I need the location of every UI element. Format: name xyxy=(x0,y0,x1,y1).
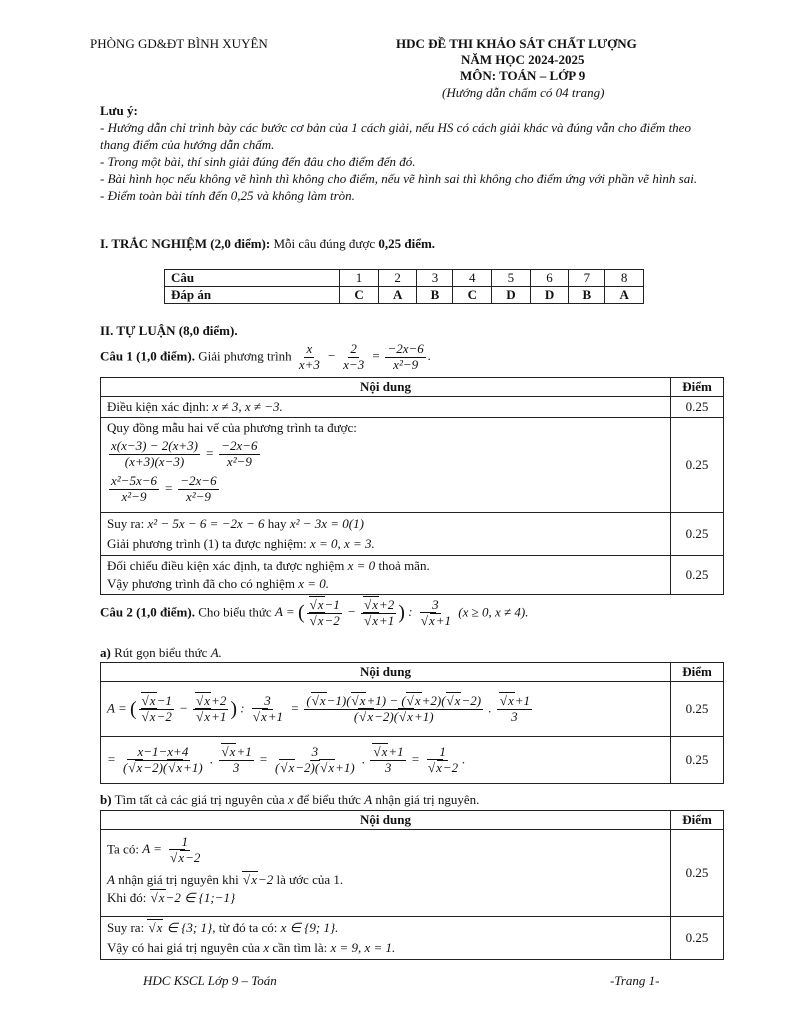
note-item: - Điểm toàn bài tính đến 0,25 và không làm tròn. xyxy=(100,188,355,203)
answer-letter: B xyxy=(569,287,605,304)
score-cell: 0.25 xyxy=(671,556,724,595)
header-note: (Hướng dẫn chấm có 04 trang) xyxy=(442,85,605,100)
question-number: 1 xyxy=(340,270,379,287)
header-title: HDC ĐỀ THI KHẢO SÁT CHẤT LƯỢNG xyxy=(396,36,637,51)
header-year: NĂM HỌC 2024-2025 xyxy=(461,52,585,67)
q2b-table xyxy=(100,810,724,960)
score-cell: 0.25 xyxy=(671,830,724,917)
notes-title: Lưu ý: xyxy=(100,103,138,118)
q1-prompt xyxy=(100,342,431,373)
section2-heading: II. TỰ LUẬN (8,0 điểm). xyxy=(100,323,238,338)
question-number: 3 xyxy=(417,270,453,287)
q2-text: Cho biểu thức xyxy=(198,604,272,620)
section1-desc: Mỗi câu đúng được xyxy=(270,236,379,251)
q2-part-a: a) Rút gọn biểu thức A. xyxy=(100,645,222,660)
q1-table xyxy=(100,377,724,595)
score-cell: 0.25 xyxy=(671,418,724,513)
answer-letter: D xyxy=(492,287,531,304)
col-score-header: Điểm xyxy=(671,378,724,397)
answer-letter: A xyxy=(605,287,644,304)
answer-letter: B xyxy=(417,287,453,304)
note-item: - Trong một bài, thí sinh giải đúng đến đâu cho điểm đến đó. xyxy=(100,154,416,169)
question-number: 4 xyxy=(453,270,492,287)
col-score-header: Điểm xyxy=(671,811,724,830)
section1-heading xyxy=(100,236,435,252)
notes-block xyxy=(100,102,710,204)
score-cell: 0.25 xyxy=(671,737,724,784)
footer-left: HDC KSCL Lớp 9 – Toán xyxy=(143,973,277,988)
col-content-header: Nội dung xyxy=(101,663,671,682)
answer-table xyxy=(164,269,644,304)
score-cell: 0.25 xyxy=(671,682,724,737)
q2-condition: (x ≥ 0, x ≠ 4). xyxy=(458,604,529,620)
q2b-row-step1: Ta có: A = 1 √ x−2 A nhận giá trị nguyên khi √ x−2 là ước của 1. Khi đó: √ x−2 ∈ {1;−1} xyxy=(101,830,671,917)
q1-row-common-denominator: Quy đồng mẫu hai vế của phương trình ta được: $\frac{x(x-3) - 2(x+3)}{(x+3)(x-3)}$ = $\frac{-2x-6}{\text{x²−9}}$ $\frac{\text{x²−5x−6}}{\text{x²−9}}$ = $\frac{-2x-6}{\text{x²−9}}$ xyxy=(101,418,671,513)
question-number: 8 xyxy=(605,270,644,287)
score-cell: 0.25 xyxy=(671,513,724,556)
score-cell: 0.25 xyxy=(671,917,724,960)
q1-row-condition: Điều kiện xác định: x ≠ 3, x ≠ −3. xyxy=(101,397,671,418)
answer-letter: A xyxy=(378,287,417,304)
question-number: 7 xyxy=(569,270,605,287)
q1-row-conclusion: Đối chiếu điều kiện xác định, ta được nghiệm x = 0 thoả mãn. Vậy phương trình đã cho có nghiệm x = 0. xyxy=(101,556,671,595)
score-cell: 0.25 xyxy=(671,397,724,418)
question-number: 5 xyxy=(492,270,531,287)
question-number: 2 xyxy=(378,270,417,287)
q1-row-solve: Suy ra: x² − 5x − 6 = −2x − 6 hay x² − 3x = 0(1) Giải phương trình (1) ta được nghiệm: x = 0, x = 3. xyxy=(101,513,671,556)
answer-letter: C xyxy=(453,287,492,304)
col-content-header: Nội dung xyxy=(101,378,671,397)
q1-equation: $\frac{x}{x+3}$ − $\frac{2}{x-3}$ = $\frac{-2x-6}{\text{x²−9}}$ . xyxy=(298,341,432,372)
col-content-header: Nội dung xyxy=(101,811,671,830)
section1-points: 0,25 điểm. xyxy=(378,236,436,251)
col-score-header: Điểm xyxy=(671,663,724,682)
answer-row-label: Đáp án xyxy=(165,287,340,304)
note-item: - Bài hình học nếu không vẽ hình thì không cho điểm, nếu vẽ hình sai thì không cho điểm ứng với phần vẽ hình sai. xyxy=(100,171,698,186)
question-number: 6 xyxy=(530,270,569,287)
q2-label: Câu 2 (1,0 điểm). xyxy=(100,604,195,620)
q2a-table xyxy=(100,662,724,784)
answer-letter: D xyxy=(530,287,569,304)
q2b-row-step2: Suy ra: √ x ∈ {3; 1}, từ đó ta có: x ∈ {9; 1}. Vậy có hai giá trị nguyên của x cần tìm là: x = 9, x = 1. xyxy=(101,917,671,960)
section1-title: I. TRẮC NGHIỆM (2,0 điểm): xyxy=(100,236,271,251)
q2-part-b: b) Tìm tất cả các giá trị nguyên của x để biểu thức A nhận giá trị nguyên. xyxy=(100,792,480,807)
q1-text: Giải phương trình xyxy=(198,348,292,364)
q2-expression: A = ( √ x−1 √ x−2 − √ x+2 √ x+1 ) : 3 √ x+1 xyxy=(275,604,458,619)
answer-letter: C xyxy=(340,287,379,304)
q2a-row-step1: A = ( √ x−1 √ x−2 − √ x+2 √ x+1 ) : 3 √ x+1 = $\frac{(√ x-1)(√ x+1) - (√ x+2)(√ x-2)}{(√ x-2)(√ x+1)}$ . √ $\frac{x+1}{3}$ xyxy=(101,682,671,737)
header-subject: MÔN: TOÁN – LỚP 9 xyxy=(460,68,586,83)
q2-prompt xyxy=(100,598,528,629)
q2a-row-step2: = $\frac{x-1-x+4}{(√ x-2)(√ x+1)}$ . √ $\frac{x+1}{3}$ = $\frac{3}{(√ x-2)(√ x+1)}$ . √ $\frac{x+1}{3}$ = 1 √ x−2 . xyxy=(101,737,671,784)
answer-row-label: Câu xyxy=(165,270,340,287)
header-left: PHÒNG GD&ĐT BÌNH XUYÊN xyxy=(90,36,268,51)
q1-label: Câu 1 (1,0 điểm). xyxy=(100,348,195,364)
note-item: - Hướng dẫn chỉ trình bày các bước cơ bản của 1 cách giải, nếu HS có cách giải khác và đúng vẫn cho điểm theo thang điểm của hướng dẫn chấm. xyxy=(100,120,691,152)
footer-page-number: -Trang 1- xyxy=(610,973,660,988)
